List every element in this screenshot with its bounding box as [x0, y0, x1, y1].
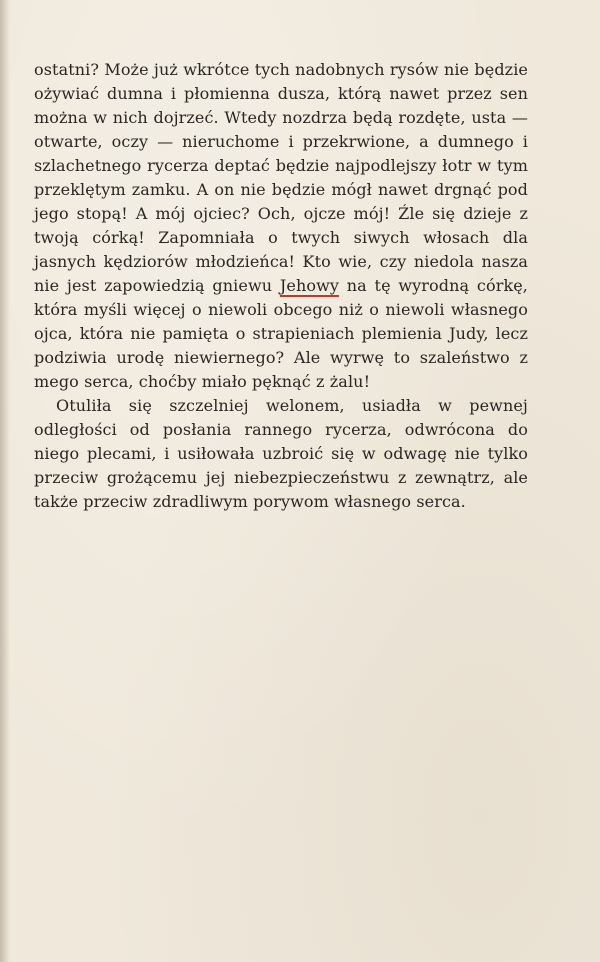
- page-spine-shadow: [0, 0, 10, 962]
- paragraph-1-text-after: na tę wyrodną córkę, która myśli więcej o niewoli obcego niż o niewoli własnego ojca, która nie pamięta o strapieniach plemienia Judy, lecz podziwia urodę niewiernego? Ale wyrwę to szaleństwo z mego serca, choćby miało pęknąć z żalu!: [34, 276, 528, 391]
- underlined-word: Jehowy: [279, 276, 340, 295]
- paragraph-1: [34, 58, 528, 394]
- page-text-block: [34, 58, 528, 514]
- paragraph-1-text-before: ostatni? Może już wkrótce tych nadobnych rysów nie będzie ożywiać dumna i płomienna dusza, którą nawet przez sen można w nich dojrzeć. Wtedy nozdrza będą rozdęte, usta — otwarte, oczy — nieruchome i przekrwione, a dumnego i szlachetnego rycerza deptać będzie najpodlejszy łotr w tym przeklętym zamku. A on nie będzie mógł nawet drgnąć pod jego stopą! A mój ojciec? Och, ojcze mój! Źle się dzieje z twoją córką! Zapomniała o twych siwych włosach dla jasnych kędziorów młodzieńca! Kto wie, czy niedola nasza nie jest zapowiedzią gniewu: [34, 60, 528, 295]
- paragraph-2: Otuliła się szczelniej welonem, usiadła w pewnej odległości od posłania rannego rycerza, odwrócona do niego plecami, i usiłowała uzbroić się w odwagę nie tylko przeciw grożącemu jej niebezpieczeństwu z zewnątrz, ale także przeciw zdradliwym porywom własnego serca.: [34, 396, 528, 511]
